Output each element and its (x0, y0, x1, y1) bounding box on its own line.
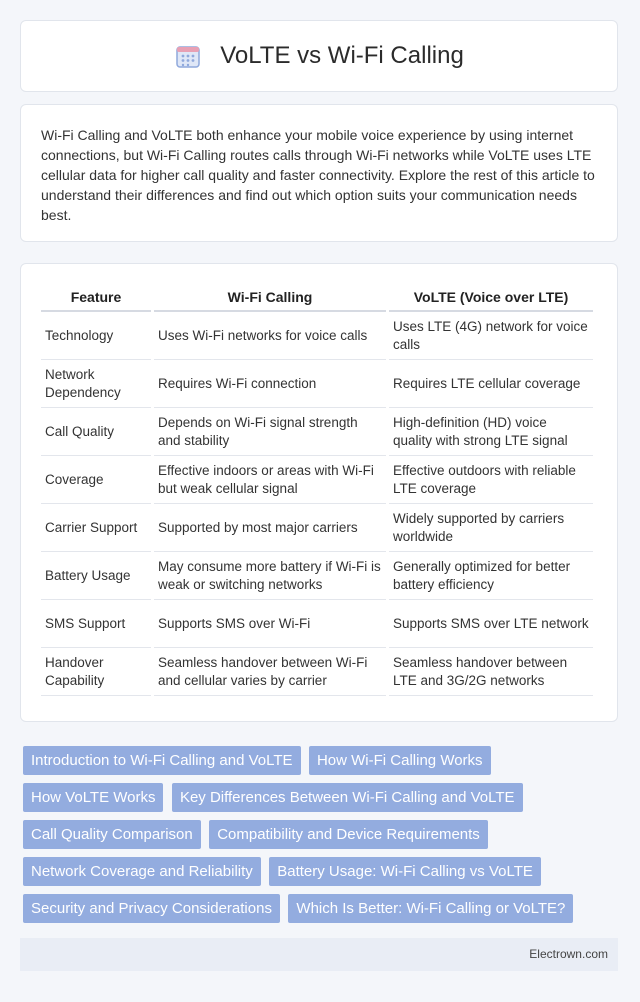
topic-tag-introduction[interactable]: Introduction to Wi-Fi Calling and VoLTE (23, 746, 301, 775)
table-cell: Uses Wi-Fi networks for voice calls (154, 312, 386, 360)
table-cell: Network Dependency (41, 360, 151, 408)
column-header: Feature (41, 284, 151, 312)
table-cell: Handover Capability (41, 648, 151, 696)
table-cell: Carrier Support (41, 504, 151, 552)
topic-tag-which-is-better[interactable]: Which Is Better: Wi-Fi Calling or VoLTE? (288, 894, 573, 923)
intro-card (20, 104, 618, 242)
table-cell: Supported by most major carriers (154, 504, 386, 552)
table-cell: Supports SMS over Wi-Fi (154, 600, 386, 648)
table-header-row (41, 284, 593, 312)
topic-tag-call-quality[interactable]: Call Quality Comparison (23, 820, 201, 849)
topic-tag-how-wifi-calling-works[interactable]: How Wi-Fi Calling Works (309, 746, 491, 775)
table-cell: Coverage (41, 456, 151, 504)
table-row (41, 504, 593, 552)
topic-tag-security-privacy[interactable]: Security and Privacy Considerations (23, 894, 280, 923)
table-cell: Seamless handover between Wi-Fi and cellular varies by carrier (154, 648, 386, 696)
title-card (20, 20, 618, 92)
comparison-table (38, 284, 596, 696)
topic-tag-key-differences[interactable]: Key Differences Between Wi-Fi Calling and VoLTE (172, 783, 523, 812)
table-row (41, 456, 593, 504)
table-cell: Generally optimized for better battery efficiency (389, 552, 593, 600)
table-cell: Call Quality (41, 408, 151, 456)
intro-text: Wi-Fi Calling and VoLTE both enhance your mobile voice experience by using internet connections, but Wi-Fi Calling routes calls through Wi-Fi networks while VoLTE uses LTE cellular data for higher call quality and faster connectivity. Explore the rest of this article to understand their differences and find out which option suits your communication needs best. (41, 127, 595, 223)
footer-site-link[interactable]: Electrown.com (529, 947, 608, 961)
table-row (41, 552, 593, 600)
table-row (41, 648, 593, 696)
table-cell: Uses LTE (4G) network for voice calls (389, 312, 593, 360)
table-cell: Widely supported by carriers worldwide (389, 504, 593, 552)
table-cell: May consume more battery if Wi-Fi is weak or switching networks (154, 552, 386, 600)
table-cell: Requires Wi-Fi connection (154, 360, 386, 408)
table-row (41, 408, 593, 456)
table-row (41, 312, 593, 360)
column-header: VoLTE (Voice over LTE) (389, 284, 593, 312)
table-cell: Effective indoors or areas with Wi-Fi but weak cellular signal (154, 456, 386, 504)
topic-tag-network-coverage[interactable]: Network Coverage and Reliability (23, 857, 261, 886)
footer (20, 938, 618, 971)
topic-tag-how-volte-works[interactable]: How VoLTE Works (23, 783, 163, 812)
column-header: Wi-Fi Calling (154, 284, 386, 312)
topic-tag-compatibility[interactable]: Compatibility and Device Requirements (209, 820, 488, 849)
table-cell: Requires LTE cellular coverage (389, 360, 593, 408)
table-cell: Technology (41, 312, 151, 360)
topic-tags (23, 746, 623, 931)
table-row (41, 360, 593, 408)
table-cell: Depends on Wi-Fi signal strength and stability (154, 408, 386, 456)
comparison-table-card (20, 263, 618, 722)
table-cell: Battery Usage (41, 552, 151, 600)
table-cell: SMS Support (41, 600, 151, 648)
table-cell: Seamless handover between LTE and 3G/2G networks (389, 648, 593, 696)
calendar-grid-icon (174, 42, 202, 70)
table-row (41, 600, 593, 648)
topic-tag-battery-usage[interactable]: Battery Usage: Wi-Fi Calling vs VoLTE (269, 857, 541, 886)
page-title: VoLTE vs Wi-Fi Calling (220, 42, 464, 69)
table-cell: Supports SMS over LTE network (389, 600, 593, 648)
table-cell: High-definition (HD) voice quality with strong LTE signal (389, 408, 593, 456)
table-cell: Effective outdoors with reliable LTE coverage (389, 456, 593, 504)
